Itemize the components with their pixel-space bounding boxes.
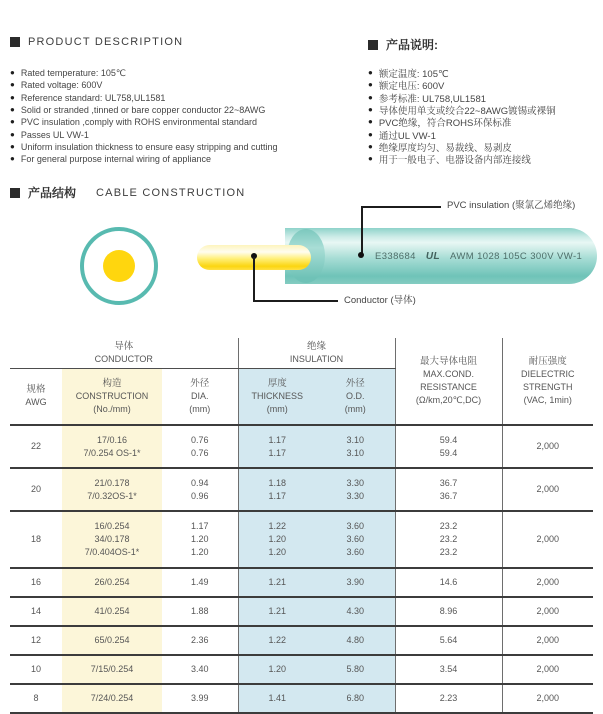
column-header-dielectric: 耐压强度 DIELECTRIC STRENGTH (VAC, 1min): [521, 356, 575, 405]
bullet-icon: ●: [10, 68, 15, 78]
cell-value: 2,000: [536, 606, 560, 616]
cell-construction: [62, 511, 162, 568]
bullet-item: [368, 79, 556, 91]
cell-value: 2.36: [190, 635, 209, 645]
cell-dielectric: [502, 568, 593, 597]
cell-od: [316, 597, 395, 626]
bullet-item: [368, 67, 556, 79]
conductor-label: Conductor (导体): [344, 295, 416, 306]
spec-row: [10, 626, 593, 655]
bullet-text: Uniform insulation thickness to ensure easy stripping and cutting: [20, 141, 278, 152]
cell-dielectric: [502, 597, 593, 626]
cell-value: 1.20: [190, 534, 209, 544]
cell-dia: [162, 655, 238, 684]
bullet-icon: ●: [10, 129, 15, 139]
cable-construction-title-en: CABLE CONSTRUCTION: [96, 186, 246, 199]
bullet-item: [10, 153, 277, 165]
cell-value: 1.17: [268, 434, 287, 445]
bullet-text: 导体使用单支或绞合22~8AWG镀锡或裸铜: [378, 106, 556, 118]
cell-awg: [10, 425, 62, 468]
cell-value: 4.80: [346, 635, 365, 645]
bullet-icon: ●: [368, 117, 373, 127]
cell-dielectric: [502, 468, 593, 511]
cell-od: [316, 468, 395, 511]
cell-value: 65/0.254: [94, 635, 130, 645]
cable-cross-section-conductor: [103, 250, 135, 282]
cell-value: 6.80: [346, 693, 365, 703]
cell-value: 0.94: [190, 477, 209, 488]
cell-value: 3.60: [346, 547, 365, 557]
bullet-text: 绝缘厚度均匀、易裁线、易剥皮: [378, 142, 512, 154]
cell-value: 3.90: [346, 577, 365, 587]
cell-awg: [10, 597, 62, 626]
spec-row: [10, 511, 593, 568]
conductor-leader-line: [253, 257, 255, 301]
conductor-leader-line: [253, 300, 338, 302]
bullet-text: Rated voltage: 600V: [20, 80, 103, 91]
cell-dielectric: [502, 425, 593, 468]
cell-dia: [162, 425, 238, 468]
bullet-icon: ●: [10, 80, 15, 90]
cell-value: 3.30: [346, 490, 365, 501]
cell-awg: [10, 511, 62, 568]
bullet-icon: ●: [368, 129, 373, 139]
cell-resistance: [395, 597, 502, 626]
cell-construction: [62, 468, 162, 511]
bullet-text: Solid or stranded ,tinned or bare copper conductor 22~8AWG: [20, 105, 266, 116]
cell-value: 1.21: [268, 606, 287, 616]
square-bullet-icon: [368, 40, 378, 50]
cell-construction: [62, 626, 162, 655]
square-bullet-icon: [10, 188, 20, 198]
bullet-item: [368, 104, 556, 116]
bullet-text: PVC绝缘，符合ROHS环保标准: [378, 118, 512, 130]
cell-thickness: [238, 626, 316, 655]
cell-value: 10: [30, 664, 41, 674]
cell-value: 21/0.178: [94, 477, 130, 488]
cell-resistance: [395, 655, 502, 684]
cell-value: 4.30: [346, 606, 365, 616]
cell-value: 7/0.404OS-1*: [84, 547, 140, 557]
cell-value: 14.6: [439, 577, 458, 587]
spec-row: [10, 425, 593, 468]
bullet-icon: ●: [368, 80, 373, 90]
bullet-item: [368, 116, 556, 128]
cell-value: 3.54: [439, 664, 458, 674]
column-header-dia: 外径 DIA. (mm): [162, 368, 238, 425]
cell-value: 0.96: [190, 490, 209, 501]
cell-awg: [10, 684, 62, 713]
cell-value: 18: [30, 534, 41, 544]
cell-construction: [62, 568, 162, 597]
cell-od: [316, 425, 395, 468]
cable-cert-number: E338684: [375, 251, 416, 262]
cell-value: 0.76: [190, 434, 209, 445]
cell-value: 1.49: [190, 577, 209, 587]
cell-value: 20: [30, 484, 41, 494]
cell-resistance: [395, 425, 502, 468]
square-bullet-icon: [10, 37, 20, 47]
bullet-item: [10, 92, 277, 104]
cell-construction: [62, 597, 162, 626]
cell-construction: [62, 425, 162, 468]
bullet-icon: ●: [368, 105, 373, 115]
cell-thickness: [238, 597, 316, 626]
cell-value: 5.80: [346, 664, 365, 674]
cell-value: 36.7: [439, 490, 458, 501]
cell-value: 0.76: [190, 447, 209, 458]
group-conductor: 导体 CONDUCTOR: [10, 338, 238, 368]
cell-value: 16/0.254: [94, 521, 130, 531]
column-header-resistance: 最大导体电阻 MAX.COND. RESISTANCE (Ω/km,20℃,DC): [395, 338, 502, 425]
cell-value: 23.2: [439, 534, 458, 544]
cell-thickness: [238, 425, 316, 468]
pvc-leader-dot: [358, 252, 364, 258]
cell-awg: [10, 468, 62, 511]
cell-resistance: [395, 626, 502, 655]
cell-value: 7/24/0.254: [90, 693, 134, 703]
cell-dielectric: [502, 684, 593, 713]
bullet-text: 额定温度: 105℃: [378, 69, 449, 81]
cell-awg: [10, 655, 62, 684]
bullet-item: [10, 67, 277, 79]
column-header-awg: 规格 AWG: [25, 384, 47, 408]
cell-value: 7/0.32OS-1*: [87, 490, 137, 501]
cell-value: 3.30: [346, 477, 365, 488]
cell-value: 12: [30, 635, 41, 645]
bullet-text: PVC insulation ,comply with ROHS environmental standard: [20, 117, 257, 128]
cell-value: 2.23: [439, 693, 458, 703]
cell-dia: [162, 568, 238, 597]
bullet-icon: ●: [368, 141, 373, 151]
pvc-leader-line: [361, 206, 363, 255]
bullet-item: [10, 116, 277, 128]
cell-dia: [162, 684, 238, 713]
cell-dielectric: [502, 626, 593, 655]
cell-value: 41/0.254: [94, 606, 130, 616]
spec-row: [10, 597, 593, 626]
bullet-icon: ●: [368, 154, 373, 164]
cell-value: 59.4: [439, 434, 458, 445]
cell-dia: [162, 597, 238, 626]
cell-od: [316, 568, 395, 597]
cell-resistance: [395, 468, 502, 511]
cell-awg: [10, 568, 62, 597]
cell-value: 17/0.16: [96, 434, 128, 445]
bullet-icon: ●: [10, 92, 15, 102]
bullet-icon: ●: [368, 68, 373, 78]
spec-row: [10, 655, 593, 684]
cell-value: 3.99: [190, 693, 209, 703]
cell-value: 1.21: [268, 577, 287, 587]
cell-value: 3.10: [346, 447, 365, 458]
cell-dielectric: [502, 655, 593, 684]
spec-row: [10, 468, 593, 511]
cell-dia: [162, 468, 238, 511]
cell-value: 3.10: [346, 434, 365, 445]
cell-dia: [162, 626, 238, 655]
cell-value: 1.20: [268, 534, 287, 544]
bullet-item: [10, 104, 277, 116]
cell-value: 1.17: [268, 447, 287, 458]
cell-thickness: [238, 468, 316, 511]
bullet-item: [368, 92, 556, 104]
cell-awg: [10, 626, 62, 655]
bullet-item: [368, 128, 556, 140]
group-insulation: 绝缘 INSULATION: [238, 338, 395, 368]
cell-value: 2,000: [536, 534, 560, 544]
cell-value: 26/0.254: [94, 577, 130, 587]
bullet-text: For general purpose internal wiring of appliance: [20, 154, 211, 165]
cell-od: [316, 626, 395, 655]
cell-value: 1.20: [190, 547, 209, 557]
product-notes-header: [368, 36, 438, 53]
spec-row: [10, 568, 593, 597]
cell-value: 7/15/0.254: [90, 664, 134, 674]
bullet-text: Passes UL VW-1: [20, 129, 89, 140]
cell-od: [316, 684, 395, 713]
cell-thickness: [238, 655, 316, 684]
spec-table: [10, 338, 593, 714]
cell-value: 1.41: [268, 693, 287, 703]
cell-od: [316, 655, 395, 684]
bullet-item: [368, 141, 556, 153]
cable-construction-title-cn: 产品结构: [28, 186, 77, 200]
bullet-text: 额定电压: 600V: [378, 81, 445, 93]
cell-value: 8.96: [439, 606, 458, 616]
cell-value: 2,000: [536, 441, 560, 451]
product-notes-list: [368, 67, 556, 165]
cell-value: 23.2: [439, 547, 458, 557]
cable-construction-header: [10, 184, 245, 201]
bullet-text: 通过UL VW-1: [378, 130, 436, 142]
product-description-title: PRODUCT DESCRIPTION: [28, 36, 184, 48]
cell-dia: [162, 511, 238, 568]
pvc-leader-line: [361, 206, 441, 208]
bullet-item: [10, 128, 277, 140]
cell-value: 34/0.178: [94, 534, 130, 544]
cell-thickness: [238, 684, 316, 713]
table-group-header-row: [10, 338, 593, 368]
cell-value: 2,000: [536, 577, 560, 587]
cell-dielectric: [502, 511, 593, 568]
cell-value: 59.4: [439, 447, 458, 458]
bullet-icon: ●: [10, 117, 15, 127]
cell-value: 1.88: [190, 606, 209, 616]
cell-value: 1.20: [268, 547, 287, 557]
bullet-text: Rated temperature: 105℃: [20, 67, 127, 78]
column-header-thickness: 厚度 THICKNESS (mm): [238, 368, 316, 425]
bullet-item: [368, 153, 556, 165]
cell-value: 1.17: [268, 490, 287, 501]
cell-value: 22: [30, 441, 41, 451]
bullet-icon: ●: [10, 154, 15, 164]
bullet-item: [10, 79, 277, 91]
cell-value: 2,000: [536, 664, 560, 674]
cell-resistance: [395, 511, 502, 568]
cell-value: 7/0.254 OS-1*: [83, 447, 141, 458]
cell-value: 5.64: [439, 635, 458, 645]
bullet-icon: ●: [368, 92, 373, 102]
cell-value: 23.2: [439, 521, 458, 531]
cell-thickness: [238, 568, 316, 597]
cell-value: 16: [30, 577, 41, 587]
spec-row: [10, 684, 593, 713]
cell-value: 14: [30, 606, 41, 616]
cell-od: [316, 511, 395, 568]
cell-value: 1.22: [268, 635, 287, 645]
cell-value: 2,000: [536, 635, 560, 645]
bullet-icon: ●: [10, 105, 15, 115]
product-description-list: [10, 67, 277, 165]
bullet-item: [10, 141, 277, 153]
bullet-text: 用于一般电子、电器设备内部连接线: [378, 155, 531, 167]
cell-value: 2,000: [536, 693, 560, 703]
cell-value: 3.60: [346, 521, 365, 531]
cell-construction: [62, 684, 162, 713]
cell-value: 1.18: [268, 477, 287, 488]
cell-value: 1.20: [268, 664, 287, 674]
cable-spec-text: AWM 1028 105C 300V VW-1: [449, 251, 583, 262]
cell-resistance: [395, 568, 502, 597]
cell-value: 3.40: [190, 664, 209, 674]
pvc-insulation-label: PVC insulation (聚氯乙烯绝缘): [447, 200, 576, 211]
bullet-text: Reference standard: UL758,UL1581: [20, 92, 166, 103]
column-header-od: 外径 O.D. (mm): [316, 368, 395, 425]
column-header-construction: 构造 CONSTRUCTION (No./mm): [62, 368, 162, 425]
cable-print-text: [375, 251, 582, 263]
bullet-icon: ●: [10, 141, 15, 151]
cell-value: 3.60: [346, 534, 365, 544]
product-description-header: [10, 36, 183, 48]
bullet-text: 参考标准: UL758,UL1581: [378, 93, 487, 105]
cell-construction: [62, 655, 162, 684]
cell-resistance: [395, 684, 502, 713]
product-notes-title: 产品说明:: [386, 38, 438, 52]
cell-thickness: [238, 511, 316, 568]
cell-value: 1.22: [268, 521, 287, 531]
cell-value: 36.7: [439, 477, 458, 488]
ul-logo-icon: UL: [425, 251, 440, 262]
cell-value: 1.17: [190, 521, 209, 531]
cell-value: 8: [33, 693, 39, 703]
cell-value: 2,000: [536, 484, 560, 494]
